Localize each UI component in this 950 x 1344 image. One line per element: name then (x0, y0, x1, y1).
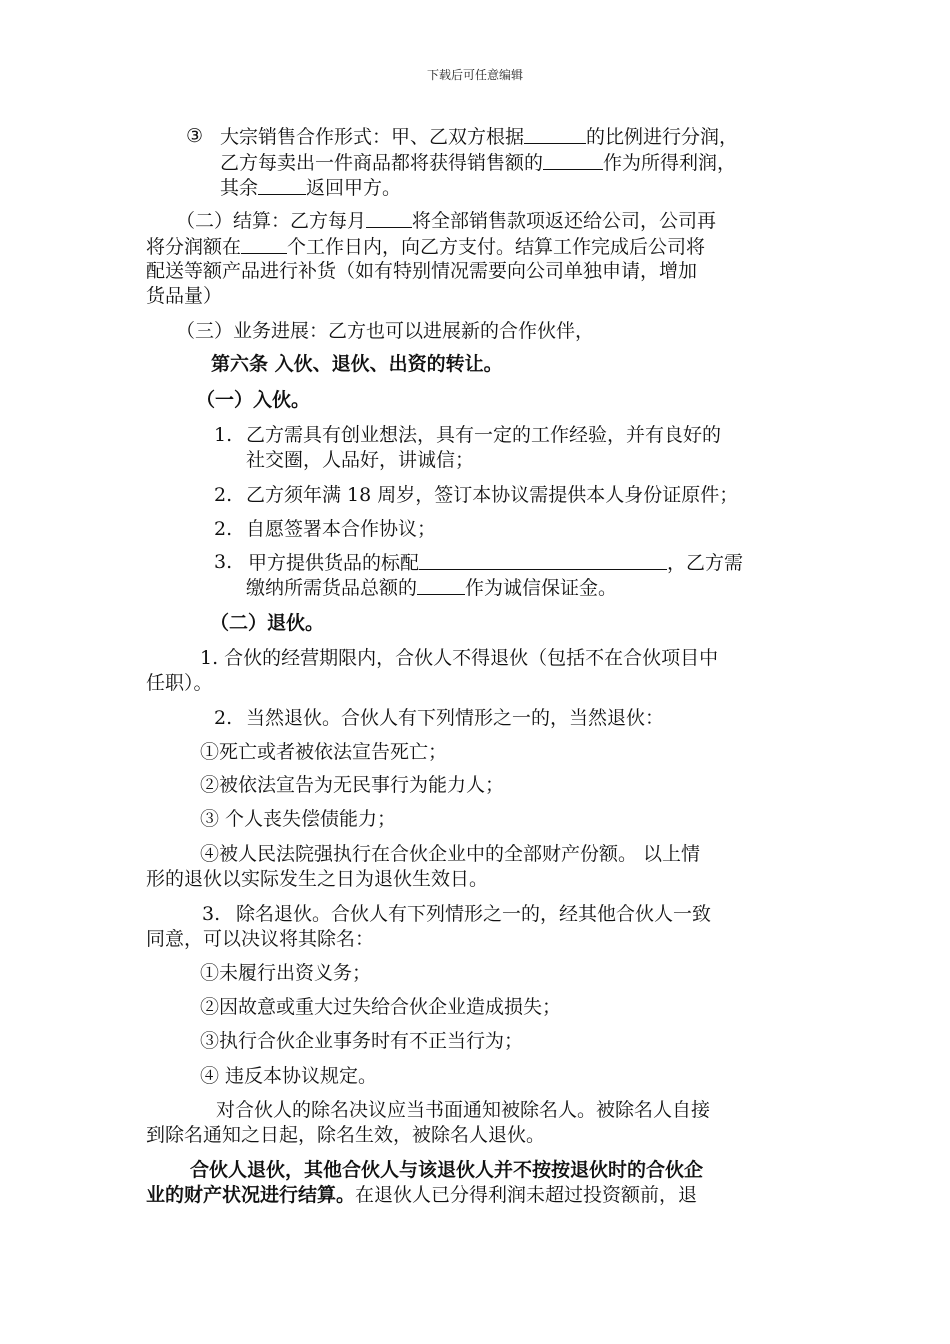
join-item-1-num: 1. (214, 424, 233, 446)
blank (543, 150, 603, 170)
s2-line-1 (176, 208, 716, 233)
removal-notice-line-1: 对合伙人的除名决议应当书面通知被除名人。被除名人自接 (216, 1099, 711, 1121)
s1-marker: ③ (186, 125, 204, 147)
removal-case-2: ②因故意或重大过失给合伙企业造成损失； (200, 996, 562, 1018)
blank (366, 208, 412, 228)
s2-line-2-b: 个工作日内，向乙方支付。结算工作完成后公司将 (287, 236, 706, 258)
withdraw-p2-text: 当然退伙。合伙人有下列情形之一的，当然退伙： (246, 707, 665, 729)
s2-line-2-a: 将分润额在 (146, 236, 242, 258)
join-item-4-line-2 (246, 575, 617, 600)
s1-line-2-a: 乙方每卖出一件商品都将获得销售额的 (220, 152, 544, 174)
s1-line-1-a: 大宗销售合作形式：甲、乙双方根据 (220, 126, 525, 148)
blank (258, 175, 306, 195)
join-item-4-line-1-b: ，乙方需 (667, 552, 744, 574)
s1-line-2 (220, 150, 736, 175)
removal-case-3: ③执行合伙企业事务时有不正当行为； (200, 1030, 524, 1052)
s2-line-1-a: （二）结算：乙方每月 (176, 210, 367, 232)
subsection-join-title: （一）入伙。 (196, 389, 311, 411)
settlement-line-2-rest: 在退伙人已分得利润未超过投资额前，退 (355, 1184, 698, 1206)
s2-line-4: 货品量） (146, 285, 223, 307)
s1-line-3 (220, 175, 401, 200)
settlement-line-1: 合伙人退伙，其他合伙人与该退伙人并不按按退伙时的合伙企 (190, 1159, 704, 1181)
s1-line-1 (220, 124, 738, 149)
join-item-1-line-1: 乙方需具有创业想法，具有一定的工作经验，并有良好的 (246, 424, 722, 446)
s2-line-2 (146, 234, 705, 259)
join-item-4-line-1 (248, 550, 743, 575)
join-item-3-num: 2. (214, 518, 233, 540)
withdraw-p3-line-1: 除名退伙。合伙人有下列情形之一的，经其他合伙人一致 (236, 903, 712, 925)
s1-line-1-b: 的比例进行分润， (586, 126, 739, 148)
natural-withdraw-case-1: ①死亡或者被依法宣告死亡； (200, 741, 448, 763)
settlement-line-2-bold: 业的财产状况进行结算。 (146, 1184, 356, 1206)
withdraw-p3-line-2: 同意，可以决议将其除名： (146, 928, 375, 950)
s2-line-3: 配送等额产品进行补货（如有特别情况需要向公司单独申请，增加 (146, 260, 698, 282)
s1-line-3-b: 返回甲方。 (306, 177, 402, 199)
join-item-2-num: 2. (214, 484, 233, 506)
s1-line-2-b: 作为所得利润， (603, 152, 737, 174)
join-item-4-line-1-a: 甲方提供货品的标配 (248, 552, 420, 574)
removal-case-1: ①未履行出资义务； (200, 962, 372, 984)
s3-text: （三）业务进展：乙方也可以进展新的合作伙伴， (176, 320, 595, 342)
join-item-4-line-2-b: 作为诚信保证金。 (465, 577, 618, 599)
join-item-4-line-2-a: 缴纳所需货品总额的 (246, 577, 418, 599)
withdraw-p1-line-1: 1. 合伙的经营期限内，合伙人不得退伙（包括不在合伙项目中 (200, 647, 719, 669)
withdraw-p1-line-2: 任职）。 (146, 672, 213, 694)
blank (417, 575, 465, 595)
withdraw-p2-num: 2. (214, 707, 233, 729)
blank (419, 550, 667, 570)
natural-withdraw-case-4-line-1: ④被人民法院强执行在合伙企业中的全部财产份额。 以上情 (200, 843, 701, 865)
removal-case-4: ④ 违反本协议规定。 (200, 1065, 378, 1087)
natural-withdraw-case-3: ③ 个人丧失偿债能力； (200, 808, 397, 830)
settlement-line-2 (146, 1183, 697, 1207)
subsection-withdraw-title: （二）退伙。 (210, 612, 325, 634)
article-6-title: 第六条 入伙、退伙、出资的转让。 (211, 353, 503, 375)
removal-notice-line-2: 到除名通知之日起，除名生效，被除名人退伙。 (146, 1124, 546, 1146)
blank (524, 124, 586, 144)
blank (241, 234, 287, 254)
join-item-1-line-2: 社交圈，人品好，讲诚信； (246, 449, 475, 471)
join-item-2-text: 乙方须年满 18 周岁，签订本协议需提供本人身份证原件； (246, 484, 739, 506)
s1-line-3-a: 其余 (220, 177, 259, 199)
natural-withdraw-case-4-line-2: 形的退伙以实际发生之日为退伙生效日。 (146, 868, 489, 890)
join-item-3-text: 自愿签署本合作协议； (246, 518, 437, 540)
join-item-4-num: 3. (214, 551, 233, 573)
page-header-note: 下载后可任意编辑 (426, 68, 523, 82)
natural-withdraw-case-2: ②被依法宣告为无民事行为能力人； (200, 774, 505, 796)
withdraw-p3-num: 3. (202, 903, 221, 925)
s2-line-1-b: 将全部销售款项返还给公司，公司再 (412, 210, 717, 232)
